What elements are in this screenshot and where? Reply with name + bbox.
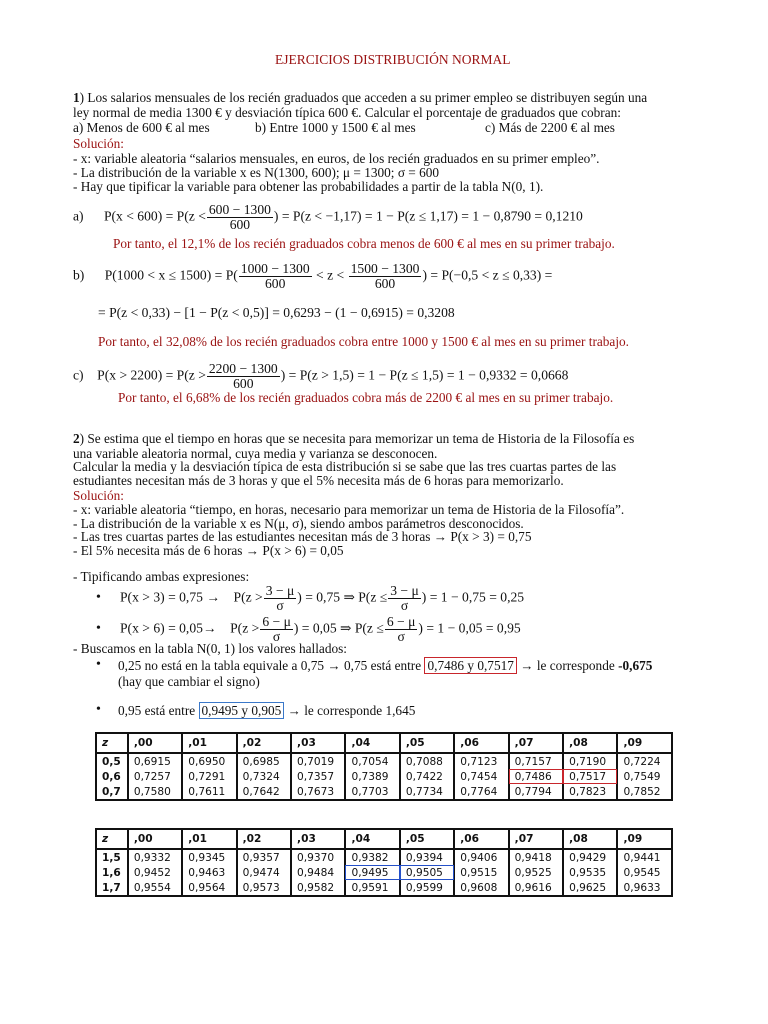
ex2-text-1: ) Se estima que el tiempo en horas que se necesita para memorizar un tema de Historia de la Filosofía es — [79, 431, 635, 446]
table-cell: 0,9535 — [563, 865, 617, 880]
table-row — [96, 880, 672, 896]
ex1-b-fraction2 — [349, 262, 422, 291]
table-cell: 0,7357 — [291, 769, 345, 784]
table-header-cell: ,00 — [128, 733, 182, 753]
ex1-b-label: b) — [73, 267, 85, 283]
ex2-e2-mid: P(z > — [230, 620, 260, 636]
table-cell: 0,9582 — [291, 880, 345, 896]
ex2-e1-post1: ) = 0,75 ⇒ P(z ≤ — [297, 589, 388, 605]
ex2-e2-num: 6 − μ — [262, 614, 291, 629]
table-cell: 0,7517 — [563, 769, 617, 784]
ex1-text-1: ) Los salarios mensuales de los recién graduados que acceden a su primer empleo se distribuyen según una — [79, 90, 648, 105]
table-cell: 0,7549 — [617, 769, 672, 784]
ex1-b-num2: 1500 − 1300 — [350, 261, 420, 276]
ex1-a-fraction — [207, 203, 273, 232]
table-row — [96, 865, 672, 880]
table-row — [96, 753, 672, 769]
table-cell: 0,7157 — [509, 753, 563, 769]
ex1-b-eq-pre: P(1000 < x ≤ 1500) = P( — [104, 267, 238, 283]
ex2-e2-post2: ) = 1 − 0,05 = 0,95 — [418, 620, 521, 636]
table-cell: 0,9554 — [128, 880, 182, 896]
ex1-sol-line1: - x: variable aleatoria “salarios mensuales, en euros, de los recién graduados en su primer empleo”. — [73, 151, 600, 166]
table-cell: 0,6985 — [237, 753, 291, 769]
table-header-cell: ,04 — [345, 733, 399, 753]
table-row-label: 1,6 — [96, 865, 128, 880]
table-cell: 0,9357 — [237, 849, 291, 865]
table-cell: 0,7734 — [400, 784, 454, 800]
ex1-c-conclusion: Por tanto, el 6,68% de los recién graduados cobra más de 2200 € al mes en su primer trabajo. — [118, 390, 614, 405]
table-cell: 0,6950 — [182, 753, 236, 769]
table-row-label: 1,5 — [96, 849, 128, 865]
table-cell: 0,9370 — [291, 849, 345, 865]
ex2-b1-highlight-box: 0,7486 y 0,7517 — [424, 657, 516, 674]
ex1-b-mid: < z < — [316, 267, 345, 283]
ex2-e2-pre: P(x > 6) = 0,05→ — [120, 620, 217, 636]
table-cell: 0,7324 — [237, 769, 291, 784]
table-header-cell: ,09 — [617, 733, 672, 753]
ex2-e2-den: σ — [272, 629, 281, 644]
table-cell: 0,9616 — [509, 880, 563, 896]
table-header-cell: ,07 — [509, 829, 563, 849]
table-header-cell: ,07 — [509, 733, 563, 753]
ex2-bullet1-note: (hay que cambiar el signo) — [118, 674, 260, 689]
ex2-e1-fraction — [264, 584, 297, 613]
table-cell: 0,9345 — [182, 849, 236, 865]
table-header-z: z — [96, 733, 128, 753]
table-cell: 0,7389 — [345, 769, 399, 784]
ex1-option-a: a) Menos de 600 € al mes — [73, 120, 210, 135]
table-cell: 0,7257 — [128, 769, 182, 784]
ex2-b1-value: -0,675 — [618, 658, 653, 673]
table-cell: 0,9441 — [617, 849, 672, 865]
table-cell: 0,9463 — [182, 865, 236, 880]
table-cell: 0,9633 — [617, 880, 672, 896]
table-cell: 0,7291 — [182, 769, 236, 784]
ex2-sol-line1: - x: variable aleatoria “tiempo, en horas, necesario para memorizar un tema de Historia de la Filosofía”. — [73, 502, 625, 517]
table-header-cell: ,01 — [182, 733, 236, 753]
ex1-a-conclusion: Por tanto, el 12,1% de los recién graduados cobra menos de 600 € al mes en su primer trabajo. — [113, 236, 615, 251]
table-cell: 0,9394 — [400, 849, 454, 865]
ex2-statement-line4: estudiantes necesitan más de 3 horas y que el 5% necesita más de 6 horas para memorizarlo. — [73, 473, 564, 488]
ex2-e2-den2: σ — [397, 629, 405, 644]
table-cell: 0,7580 — [128, 784, 182, 800]
ex2-e1-post2: ) = 1 − 0,75 = 0,25 — [421, 589, 525, 605]
table-cell: 0,9429 — [563, 849, 617, 865]
ex2-e2-post1: ) = 0,05 ⇒ P(z ≤ — [293, 620, 384, 636]
ex2-e1-den2: σ — [400, 598, 409, 613]
ex1-b-eq-post: ) = P(−0,5 < z ≤ 0,33) = — [422, 267, 553, 283]
ex2-b2-highlight-box: 0,9495 y 0,905 — [199, 702, 285, 719]
ex1-b-equation — [73, 262, 552, 291]
ex1-b-den1: 600 — [265, 276, 286, 291]
ex2-b2-post: → le corresponde 1,645 — [287, 703, 416, 718]
ex2-bullet2 — [118, 703, 415, 718]
ex2-e1-den: σ — [276, 598, 284, 613]
ex2-statement-line1 — [73, 431, 634, 446]
ex1-c-equation — [73, 362, 568, 391]
ex2-e1-num2: 3 − μ — [390, 583, 419, 598]
table-cell: 0,9418 — [509, 849, 563, 865]
page-title: EJERCICIOS DISTRIBUCIÓN NORMAL — [275, 52, 511, 67]
table-cell: 0,7422 — [400, 769, 454, 784]
bullet-icon: • — [96, 621, 101, 636]
bullet-icon: • — [96, 590, 101, 605]
table-cell: 0,7054 — [345, 753, 399, 769]
ex1-solution-label: Solución: — [73, 136, 124, 151]
table-cell: 0,9505 — [400, 865, 454, 880]
table-cell: 0,7454 — [454, 769, 508, 784]
ex1-c-eq-post: ) = P(z > 1,5) = 1 − P(z ≤ 1,5) = 1 − 0,9332 = 0,0668 — [280, 367, 569, 383]
table-cell: 0,7642 — [237, 784, 291, 800]
table-header-cell: ,06 — [454, 829, 508, 849]
ex2-b2-pre: 0,95 está entre — [118, 703, 196, 718]
table-header-cell: ,00 — [128, 829, 182, 849]
ex1-c-eq-pre: P(x > 2200) = P(z > — [97, 367, 206, 383]
ex1-number: 1 — [73, 90, 80, 105]
ex2-solution-label: Solución: — [73, 488, 124, 503]
table-row-label: 0,7 — [96, 784, 128, 800]
table-cell: 0,9573 — [237, 880, 291, 896]
table-cell: 0,9545 — [617, 865, 672, 880]
ex2-b1-pre: 0,25 no está en la tabla equivale a 0,75 → 0,75 está entre — [118, 658, 422, 673]
ex1-a-eq-pre: P(x < 600) = P(z < — [103, 208, 206, 224]
table-cell: 0,9474 — [237, 865, 291, 880]
ex1-a-equation — [73, 203, 583, 232]
table-cell: 0,7673 — [291, 784, 345, 800]
ex2-number: 2 — [73, 431, 80, 446]
table-cell: 0,9599 — [400, 880, 454, 896]
ex2-e2-num2: 6 − μ — [386, 614, 416, 629]
ex1-b-fraction1 — [239, 262, 312, 291]
table-cell: 0,9608 — [454, 880, 508, 896]
table-cell: 0,7764 — [454, 784, 508, 800]
table-header-cell: ,05 — [400, 829, 454, 849]
ex2-e2-fraction — [260, 615, 293, 644]
ex2-e1-pre: P(x > 3) = 0,75 → — [120, 589, 220, 605]
table-header-row — [96, 733, 672, 753]
ex1-statement-line2: ley normal de media 1300 € y desviación típica 600 €. Calcular el porcentaje de graduados que cobran: — [73, 105, 621, 120]
ex1-option-c: c) Más de 2200 € al mes — [485, 120, 615, 135]
table-cell: 0,7019 — [291, 753, 345, 769]
table-cell: 0,9525 — [509, 865, 563, 880]
ex2-e2-fraction2 — [385, 615, 418, 644]
table-row — [96, 769, 672, 784]
table-row — [96, 784, 672, 800]
ex1-sol-line3: - Hay que tipificar la variable para obtener las probabilidades a partir de la tabla N(0, 1). — [73, 179, 544, 194]
ex2-sol-line2: - La distribución de la variable x es N(μ, σ), siendo ambos parámetros desconocidos. — [73, 516, 524, 531]
ex1-b-den2: 600 — [374, 276, 396, 291]
table-cell: 0,9382 — [345, 849, 399, 865]
ex2-e1-mid: P(z > — [233, 589, 263, 605]
table-row-label: 0,6 — [96, 769, 128, 784]
ex2-statement-line3: Calcular la media y la desviación típica de esta distribución si se sabe que las tres cuartas partes de las — [73, 459, 617, 474]
ex1-c-label: c) — [73, 367, 84, 383]
table-cell: 0,9515 — [454, 865, 508, 880]
table-cell: 0,6915 — [128, 753, 182, 769]
bullet-icon: • — [96, 657, 101, 672]
table-cell: 0,7123 — [454, 753, 508, 769]
ex2-b1-post: → le corresponde — [520, 658, 615, 673]
table-cell: 0,9332 — [128, 849, 182, 865]
table-header-cell: ,02 — [237, 733, 291, 753]
table-header-cell: ,04 — [345, 829, 399, 849]
table-header-z: z — [96, 829, 128, 849]
ex1-a-eq-post: ) = P(z < −1,17) = 1 − P(z ≤ 1,17) = 1 − 0,8790 = 0,1210 — [273, 208, 583, 224]
table-cell: 0,7088 — [400, 753, 454, 769]
table-cell: 0,7823 — [563, 784, 617, 800]
ex1-a-label: a) — [73, 208, 84, 224]
table-cell: 0,7486 — [509, 769, 563, 784]
ex1-a-num: 600 − 1300 — [208, 202, 271, 217]
table-cell: 0,7794 — [509, 784, 563, 800]
table-header-cell: ,03 — [291, 829, 345, 849]
table-cell: 0,9484 — [291, 865, 345, 880]
table-cell: 0,9452 — [128, 865, 182, 880]
ex2-e1-fraction2 — [388, 584, 421, 613]
table-row-label: 0,5 — [96, 753, 128, 769]
table-cell: 0,9564 — [182, 880, 236, 896]
table-header-cell: ,09 — [617, 829, 672, 849]
table-cell: 0,7190 — [563, 753, 617, 769]
table-header-row — [96, 829, 672, 849]
ex2-equation-2 — [120, 615, 521, 644]
table-header-cell: ,02 — [237, 829, 291, 849]
table-cell: 0,9495 — [345, 865, 399, 880]
table-row-label: 1,7 — [96, 880, 128, 896]
table-header-cell: ,08 — [563, 733, 617, 753]
table-header-cell: ,06 — [454, 733, 508, 753]
ex2-statement-line2: una variable aleatoria normal, cuya media y varianza se desconocen. — [73, 446, 438, 461]
ex2-tipificando: - Tipificando ambas expresiones: — [73, 569, 250, 584]
table-header-cell: ,03 — [291, 733, 345, 753]
table-row — [96, 849, 672, 865]
ex1-a-den: 600 — [229, 217, 251, 232]
ex1-sol-line2: - La distribución de la variable x es N(1300, 600); μ = 1300; σ = 600 — [73, 165, 440, 180]
ex2-buscamos: - Buscamos en la tabla N(0, 1) los valores hallados: — [73, 641, 347, 656]
ex1-c-den: 600 — [233, 376, 254, 391]
table-cell: 0,9406 — [454, 849, 508, 865]
ex1-b-line2: = P(z < 0,33) − [1 − P(z < 0,5)] = 0,6293 − (1 − 0,6915) = 0,3208 — [98, 305, 455, 320]
ex2-equation-1 — [120, 584, 524, 613]
ex1-b-conclusion: Por tanto, el 32,08% de los recién graduados cobra entre 1000 y 1500 € al mes en su primer trabajo. — [98, 334, 629, 349]
table-header-cell: ,08 — [563, 829, 617, 849]
table-cell: 0,7852 — [617, 784, 672, 800]
table-cell: 0,9591 — [345, 880, 399, 896]
table-header-cell: ,01 — [182, 829, 236, 849]
ex1-b-num1: 1000 − 1300 — [240, 261, 310, 276]
normal-table-1 — [95, 732, 673, 801]
table-cell: 0,7703 — [345, 784, 399, 800]
table-cell: 0,7611 — [182, 784, 236, 800]
table-header-cell: ,05 — [400, 733, 454, 753]
ex2-sol-line4: - El 5% necesita más de 6 horas → P(x > 6) = 0,05 — [73, 543, 344, 558]
ex2-bullet1 — [118, 658, 652, 673]
table-cell: 0,9625 — [563, 880, 617, 896]
ex1-c-num: 2200 − 1300 — [208, 361, 278, 376]
ex2-e1-num: 3 − μ — [265, 583, 295, 598]
normal-table-2 — [95, 828, 673, 897]
bullet-icon: • — [96, 702, 101, 717]
ex1-option-b: b) Entre 1000 y 1500 € al mes — [255, 120, 416, 135]
table-cell: 0,7224 — [617, 753, 672, 769]
ex1-c-fraction — [207, 362, 280, 391]
ex1-statement-line1 — [73, 90, 647, 105]
ex2-sol-line3: - Las tres cuartas partes de las estudiantes necesitan más de 3 horas → P(x > 3) = 0,75 — [73, 529, 532, 544]
